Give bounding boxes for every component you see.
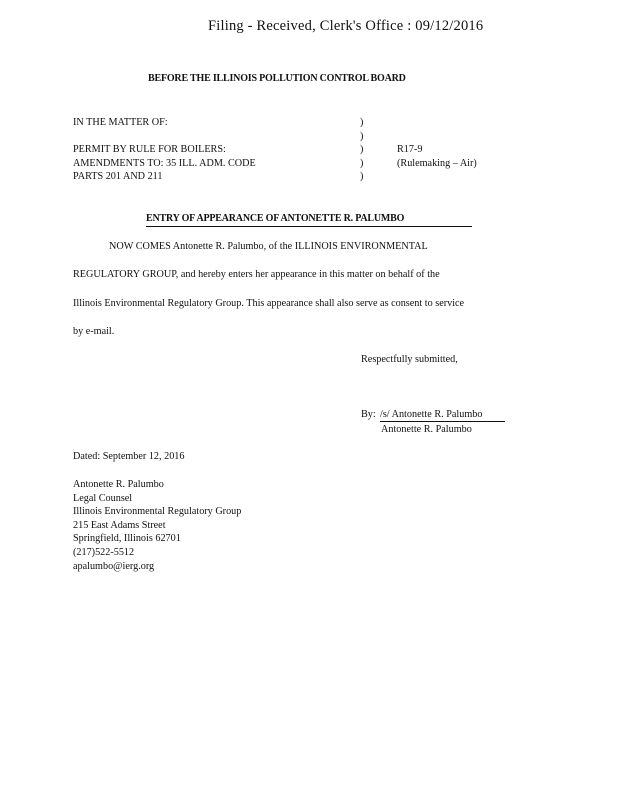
contact-title: Legal Counsel (73, 492, 133, 504)
caption-line: PERMIT BY RULE FOR BOILERS: (73, 144, 226, 156)
caption-paren: ) (360, 144, 364, 156)
signature-name: Antonette R. Palumbo (381, 424, 472, 435)
caption-right (397, 143, 477, 170)
caption-paren: ) (360, 117, 364, 128)
caption-left (73, 116, 256, 184)
body-line: NOW COMES Antonette R. Palumbo, of the ILLINOIS ENVIRONMENTAL (109, 241, 428, 252)
docket-number: R17-9 (397, 144, 423, 155)
filing-stamp: Filing - Received, Clerk's Office : 09/12/2016 (208, 18, 484, 34)
contact-email: apalumbo@ierg.org (73, 560, 155, 572)
contact-phone: (217)522-5512 (73, 546, 135, 558)
board-title: BEFORE THE ILLINOIS POLLUTION CONTROL BOARD (148, 73, 406, 84)
caption-line: IN THE MATTER OF: (73, 117, 168, 128)
caption-paren: ) (360, 171, 364, 183)
body-line: REGULATORY GROUP, and hereby enters her appearance in this matter on behalf of the (73, 269, 440, 280)
caption-line: PARTS 201 AND 211 (73, 171, 163, 183)
contact-city: Springfield, Illinois 62701 (73, 533, 181, 545)
docket-type: (Rulemaking – Air) (397, 157, 477, 169)
body-line: Illinois Environmental Regulatory Group. This appearance shall also serve as consent to service (73, 298, 465, 309)
entry-title: ENTRY OF APPEARANCE OF ANTONETTE R. PALUMBO (146, 213, 405, 224)
signature-by-label: By: (361, 409, 376, 420)
contact-street: 215 East Adams Street (73, 519, 166, 531)
closing: Respectfully submitted, (361, 354, 458, 365)
caption-paren: ) (360, 130, 364, 142)
caption-paren: ) (360, 157, 364, 169)
caption-line (73, 130, 256, 144)
dated-line: Dated: September 12, 2016 (73, 451, 185, 462)
contact-organization: Illinois Environmental Regulatory Group (73, 506, 242, 518)
contact-block (73, 478, 241, 573)
contact-name: Antonette R. Palumbo (73, 479, 164, 490)
caption-parens (360, 116, 363, 184)
body-line: by e-mail. (73, 326, 115, 337)
signature-signed: /s/ Antonette R. Palumbo (380, 409, 483, 420)
caption-line: AMENDMENTS TO: 35 ILL. ADM. CODE (73, 157, 256, 169)
